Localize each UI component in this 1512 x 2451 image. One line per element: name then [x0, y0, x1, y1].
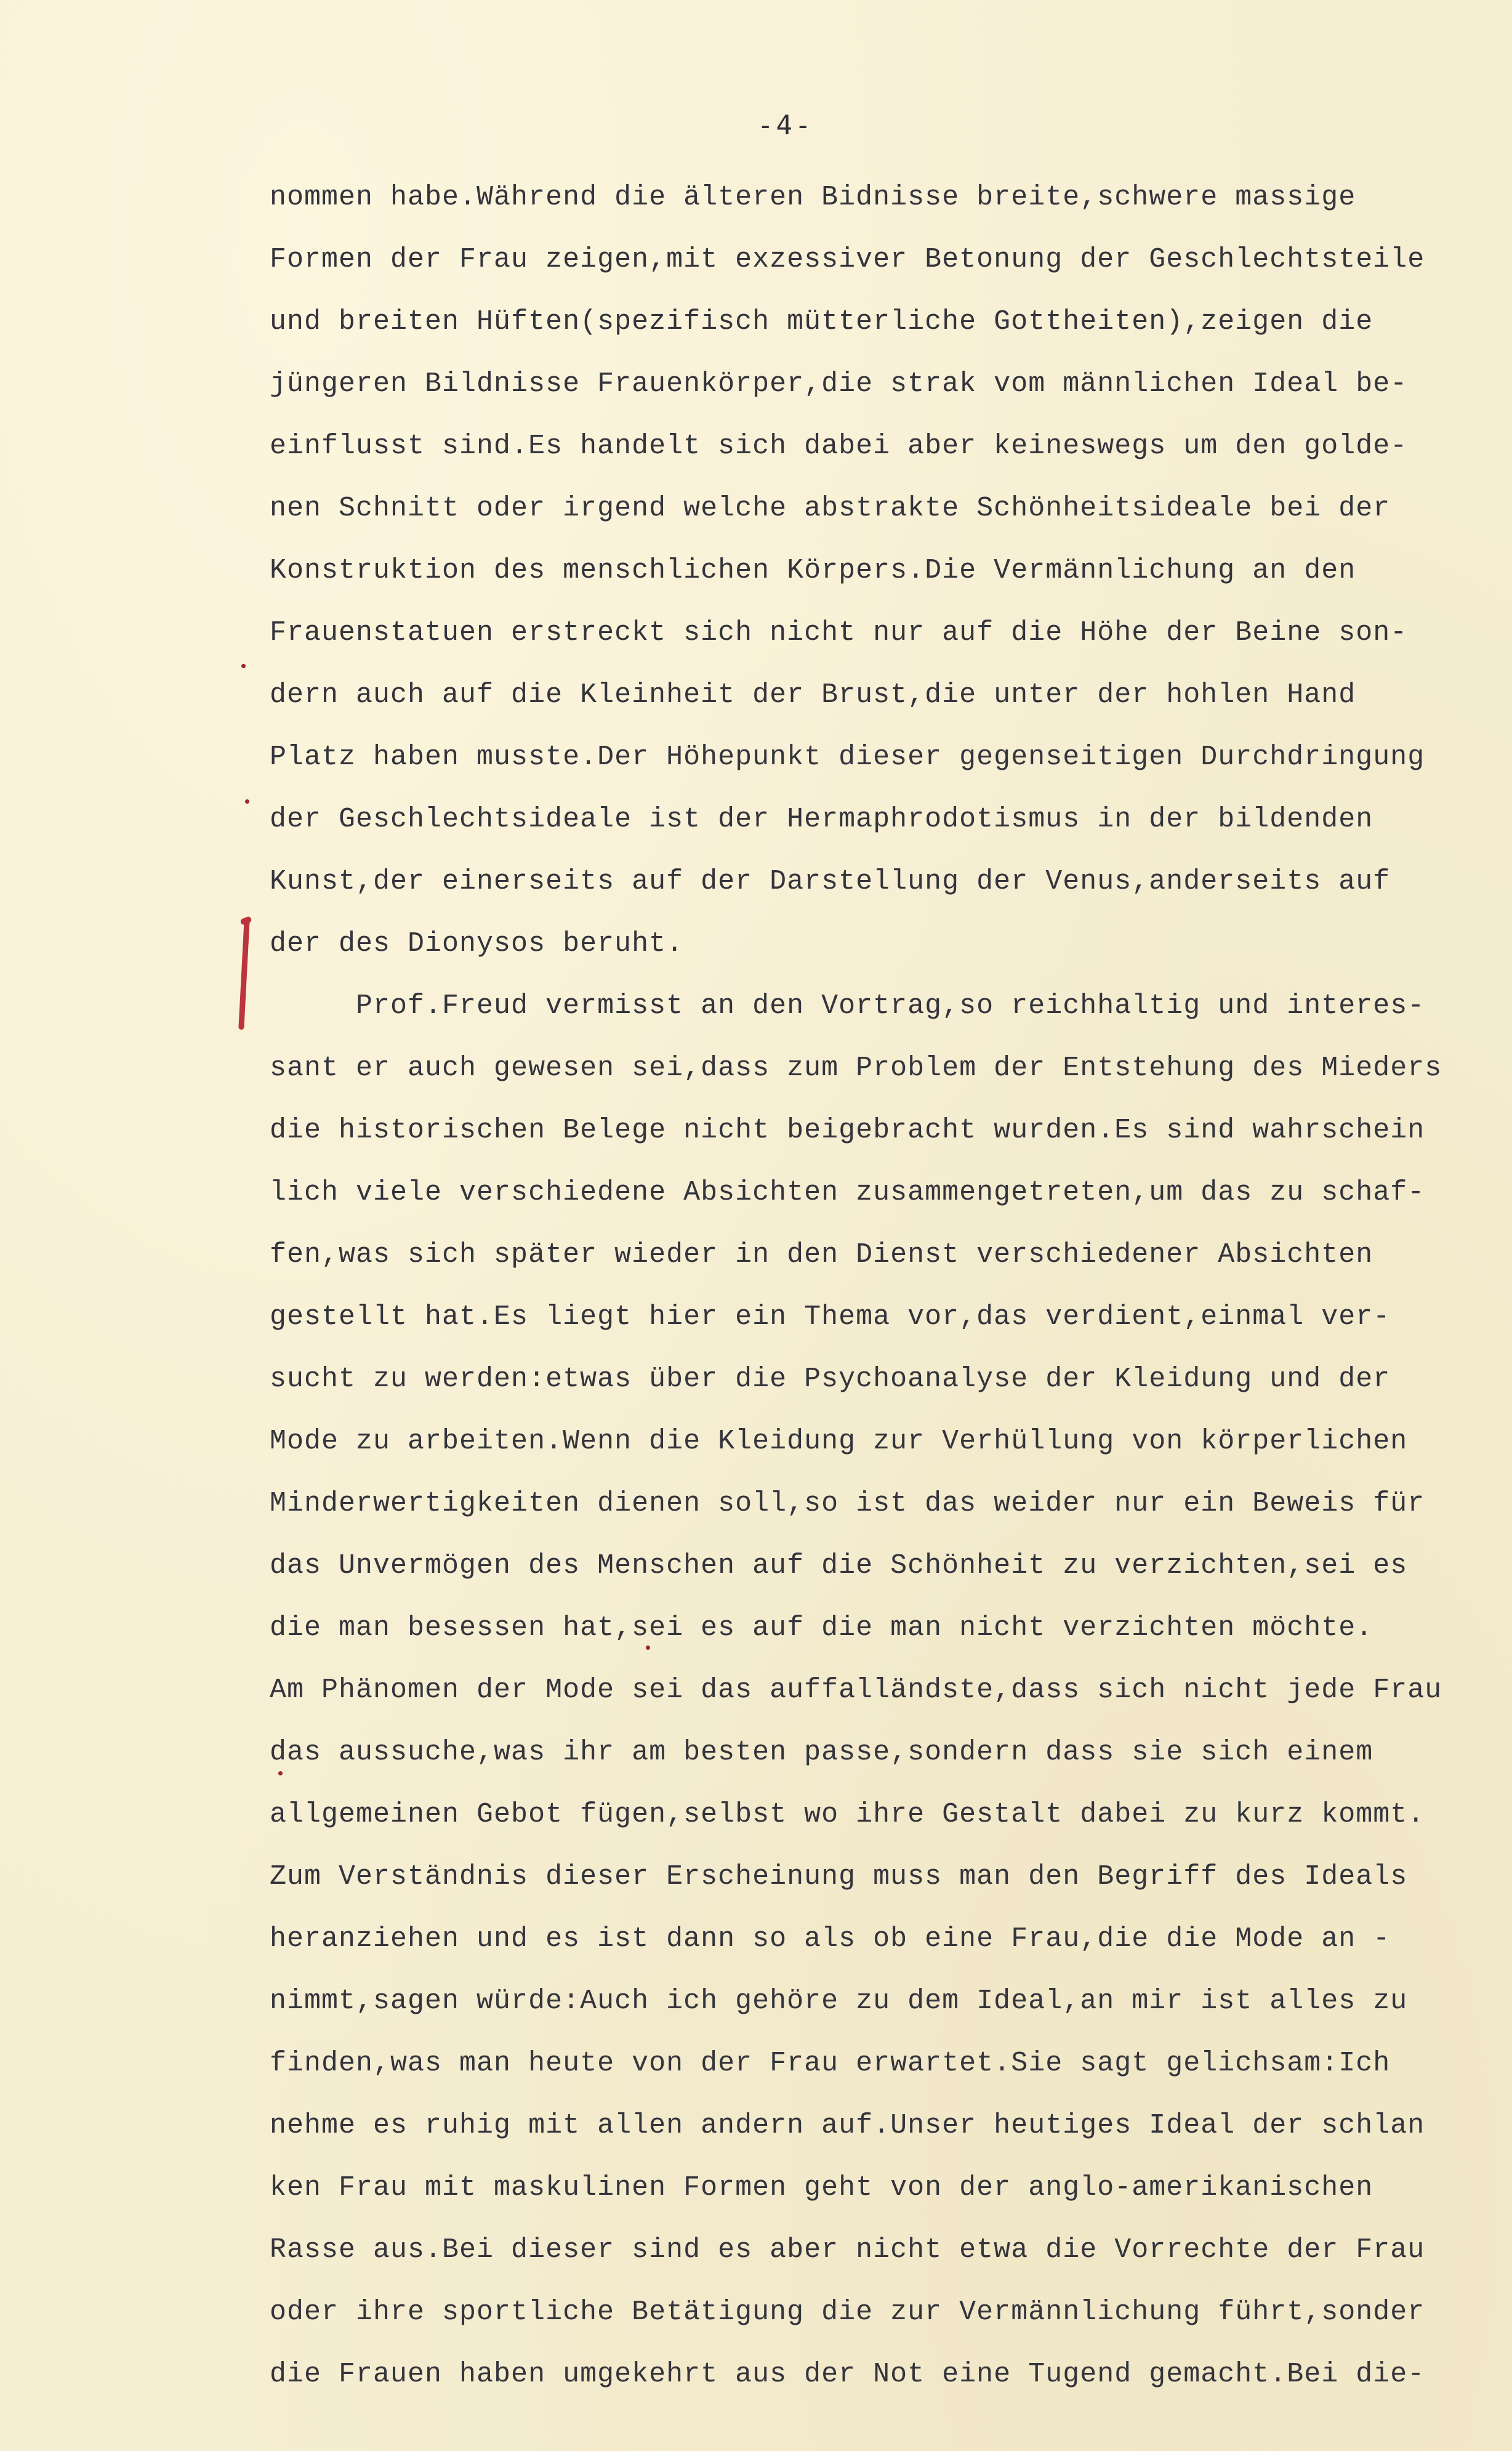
text-line: sucht zu werden:etwas über die Psychoanalyse der Kleidung und der	[270, 1363, 1391, 1395]
text-line: das Unvermögen des Menschen auf die Schönheit zu verzichten,sei es	[270, 1550, 1408, 1581]
text-line: Konstruktion des menschlichen Körpers.Die Vermännlichung an den	[270, 555, 1356, 586]
text-line: nimmt,sagen würde:Auch ich gehöre zu dem Ideal,an mir ist alles zu	[270, 1985, 1408, 2017]
text-line: die Frauen haben umgekehrt aus der Not eine Tugend gemacht.Bei die-	[270, 2359, 1425, 2390]
text-line: allgemeinen Gebot fügen,selbst wo ihre Gestalt dabei zu kurz kommt.	[270, 1799, 1425, 1830]
ink-dot	[245, 799, 249, 804]
text-line: finden,was man heute von der Frau erwartet.Sie sagt gelichsam:Ich	[270, 2048, 1391, 2079]
text-line: Minderwertigkeiten dienen soll,so ist das weider nur ein Beweis für	[270, 1488, 1425, 1519]
text-line: die man besessen hat,sei es auf die man nicht verzichten möchte.	[270, 1612, 1373, 1644]
red-margin-mark	[238, 919, 249, 1030]
text-line: das aussuche,was ihr am besten passe,sondern dass sie sich einem	[270, 1737, 1373, 1768]
text-line: nommen habe.Während die älteren Bidnisse breite,schwere massige	[270, 182, 1356, 213]
text-line: nehme es ruhig mit allen andern auf.Unser heutiges Ideal der schlan	[270, 2110, 1425, 2141]
text-line: der Geschlechtsideale ist der Hermaphrodotismus in der bildenden	[270, 804, 1373, 835]
text-line: Frauenstatuen erstreckt sich nicht nur auf die Höhe der Beine son-	[270, 617, 1408, 648]
typescript-body	[270, 166, 1507, 2405]
text-line: die historischen Belege nicht beigebracht wurden.Es sind wahrschein	[270, 1115, 1425, 1146]
text-line: Rasse aus.Bei dieser sind es aber nicht etwa die Vorrechte der Frau	[270, 2234, 1425, 2266]
text-line: der des Dionysos beruht.	[270, 928, 684, 959]
text-line: Mode zu arbeiten.Wenn die Kleidung zur Verhüllung von körperlichen	[270, 1426, 1408, 1457]
text-line: jüngeren Bildnisse Frauenkörper,die strak vom männlichen Ideal be-	[270, 368, 1408, 400]
text-line: sant er auch gewesen sei,dass zum Problem der Entstehung des Mieders	[270, 1052, 1442, 1084]
text-line: Am Phänomen der Mode sei das auffalländste,dass sich nicht jede Frau	[270, 1674, 1442, 1706]
text-line: ken Frau mit maskulinen Formen geht von der anglo-amerikanischen	[270, 2172, 1373, 2203]
text-line: Zum Verständnis dieser Erscheinung muss man den Begriff des Ideals	[270, 1861, 1408, 1892]
text-line: nen Schnitt oder irgend welche abstrakte Schönheitsideale bei der	[270, 493, 1391, 524]
text-line: Formen der Frau zeigen,mit exzessiver Betonung der Geschlechtsteile	[270, 244, 1425, 275]
text-line: und breiten Hüften(spezifisch mütterliche Gottheiten),zeigen die	[270, 306, 1373, 337]
text-line: einflusst sind.Es handelt sich dabei aber keineswegs um den golde-	[270, 430, 1408, 462]
text-line: heranziehen und es ist dann so als ob eine Frau,die die Mode an -	[270, 1923, 1391, 1955]
text-line: Kunst,der einerseits auf der Darstellung der Venus,anderseits auf	[270, 866, 1391, 897]
text-line: Prof.Freud vermisst an den Vortrag,so reichhaltig und interes-	[270, 990, 1425, 1022]
text-line: Platz haben musste.Der Höhepunkt dieser gegenseitigen Durchdringung	[270, 741, 1425, 773]
text-line: fen,was sich später wieder in den Dienst verschiedener Absichten	[270, 1239, 1373, 1270]
text-line: dern auch auf die Kleinheit der Brust,die unter der hohlen Hand	[270, 679, 1356, 711]
ink-dot	[241, 664, 246, 668]
page-number: -4-	[757, 110, 814, 141]
text-line: lich viele verschiedene Absichten zusammengetreten,um das zu schaf-	[270, 1177, 1425, 1208]
text-line: gestellt hat.Es liegt hier ein Thema vor,das verdient,einmal ver-	[270, 1301, 1391, 1333]
text-line: oder ihre sportliche Betätigung die zur Vermännlichung führt,sonder	[270, 2296, 1425, 2328]
